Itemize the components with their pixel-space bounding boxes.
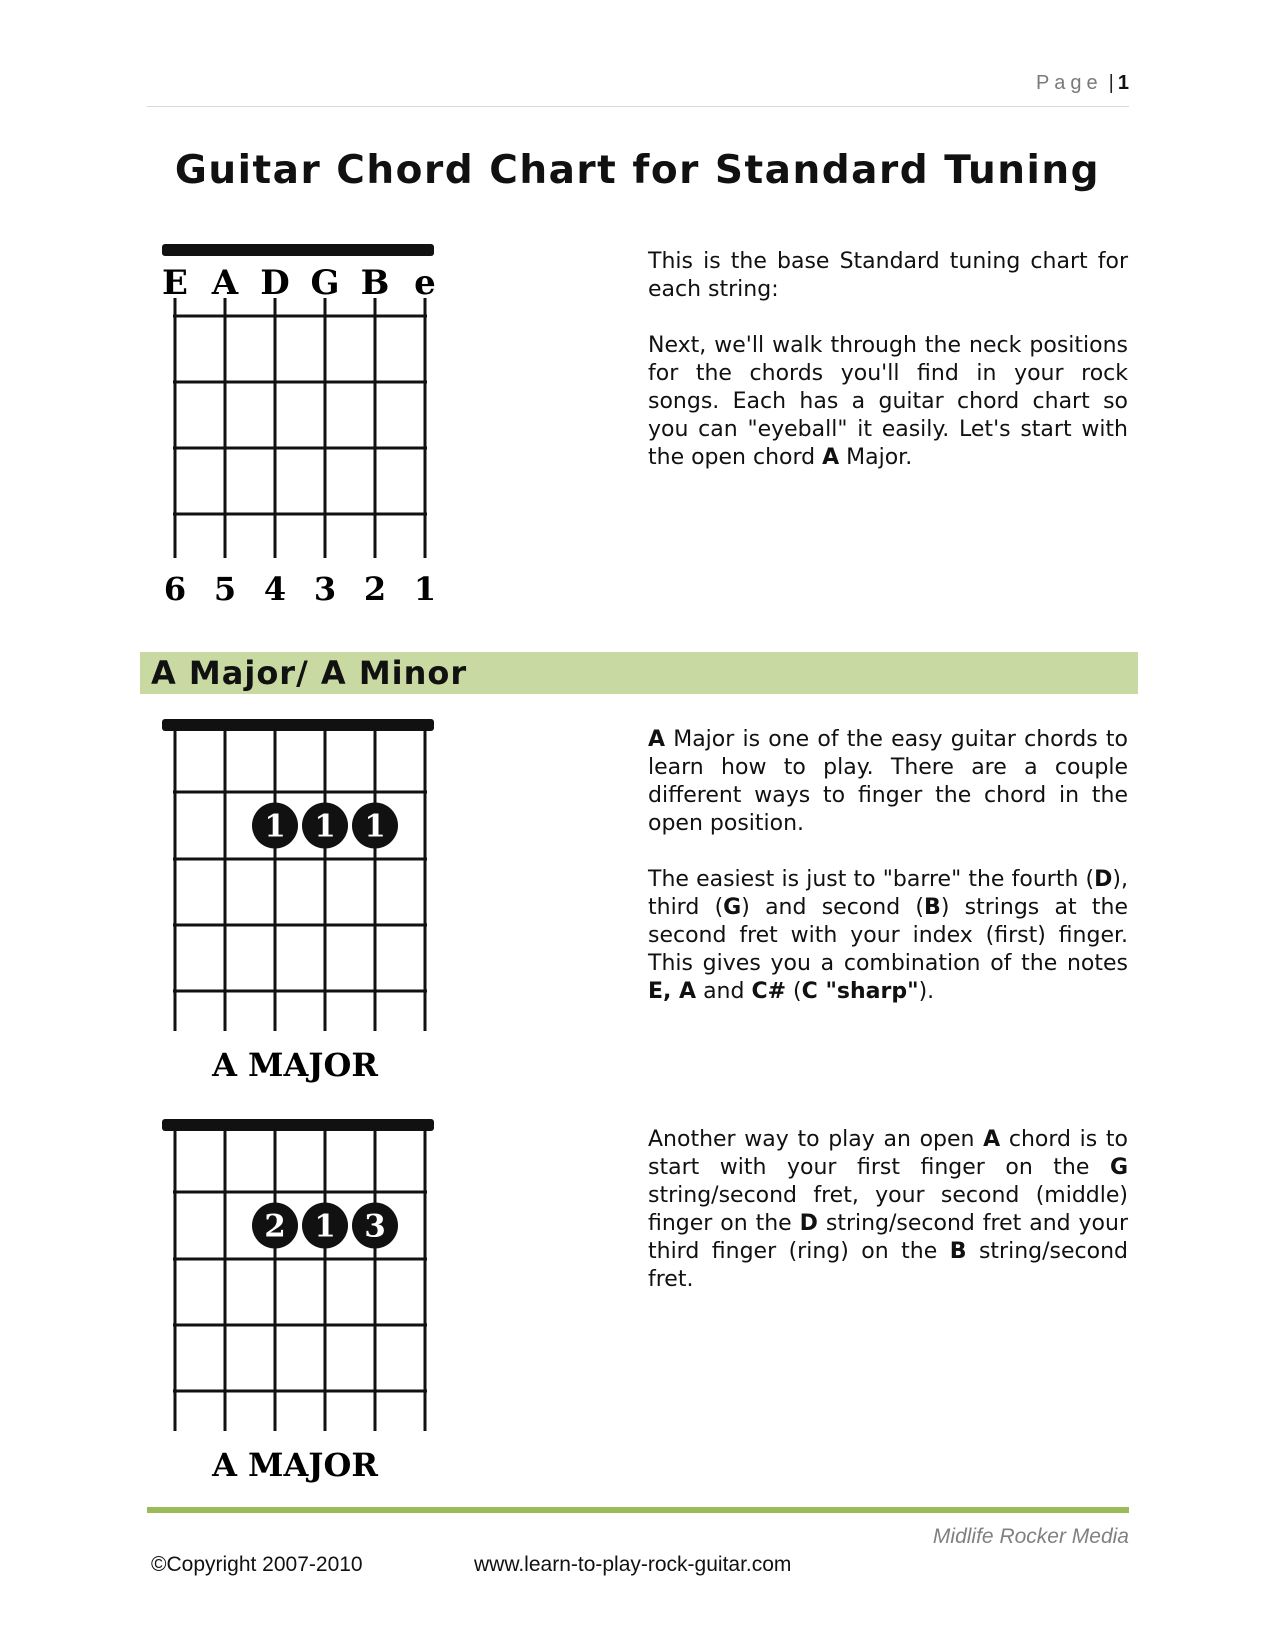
finger-number: 1 <box>314 808 336 845</box>
finger-dots <box>252 803 398 849</box>
string-number: 5 <box>213 570 237 608</box>
string-name: e <box>414 263 436 303</box>
finger-number: 2 <box>264 1208 286 1245</box>
finger-number: 1 <box>364 808 386 845</box>
footer-rule <box>147 1507 1129 1513</box>
alt-fingering-paragraph: Another way to play an open A chord is to start with your first finger on the G string/second fret, your second (middle) finger on the D string/second fret and your third finger (ring) on the B string/second fret. <box>648 1127 1128 1292</box>
string-name: A <box>211 263 239 303</box>
a-major-paragraph-2: The easiest is just to "barre" the fourth (D), third (G) and second (B) strings at the second fret with your index (first) finger. This gives you a combination of the notes E, A and C# (C "sharp"). <box>648 867 1129 1004</box>
section-heading: A Major/ A Minor <box>151 654 468 692</box>
fretboard <box>173 298 427 558</box>
string-number: 2 <box>363 570 387 608</box>
string-number: 6 <box>163 570 187 608</box>
footer-brand: Midlife Rocker Media <box>932 1525 1129 1548</box>
nut <box>162 244 434 256</box>
intro-paragraph-2: Next, we'll walk through the neck positions for the chords you'll find in your rock songs. Each has a guitar chord chart so you can "eyeball" it easily. Let's start with the open chord A Major. <box>648 333 1128 470</box>
string-name: B <box>360 263 390 303</box>
page-label: Page <box>1035 72 1103 94</box>
a-major-paragraph-1: A Major is one of the easy guitar chords to learn how to play. There are a couple different ways to finger the chord in the open position. <box>648 727 1128 836</box>
string-number: 1 <box>413 570 437 608</box>
string-numbers <box>164 570 436 608</box>
nut <box>162 719 434 731</box>
finger-dots <box>252 1203 398 1249</box>
finger-number: 3 <box>364 1208 386 1245</box>
fretboard <box>173 729 427 1031</box>
chord-diagram-a-major-alt <box>158 1113 448 1483</box>
section-heading-band <box>140 652 1138 694</box>
chord-diagram-a-major-barre <box>158 713 448 1083</box>
chord-label: A MAJOR <box>212 1046 378 1083</box>
intro-paragraph-1: This is the base Standard tuning chart for each string: <box>648 249 1128 302</box>
string-name: E <box>162 263 188 303</box>
string-number: 3 <box>313 570 337 608</box>
footer-url: www.learn-to-play-rock-guitar.com <box>474 1553 792 1576</box>
fretboard <box>173 1129 427 1431</box>
tuning-chart <box>158 238 448 608</box>
string-name: G <box>310 263 340 303</box>
finger-number: 1 <box>314 1208 336 1245</box>
footer-copyright: ©Copyright 2007-2010 <box>151 1553 363 1576</box>
nut <box>162 1119 434 1131</box>
chord-label: A MAJOR <box>212 1446 378 1483</box>
page-number: 1 <box>1117 72 1129 94</box>
tuning-chart-svg <box>158 238 448 608</box>
page-header: Page | 1 <box>147 72 1129 107</box>
finger-number: 1 <box>264 808 286 845</box>
string-name: D <box>260 263 290 303</box>
string-number: 4 <box>263 570 287 608</box>
chord2-svg <box>158 1113 448 1483</box>
page-title: Guitar Chord Chart for Standard Tuning <box>174 148 1101 193</box>
chord1-svg <box>158 713 448 1083</box>
string-names <box>162 263 436 303</box>
